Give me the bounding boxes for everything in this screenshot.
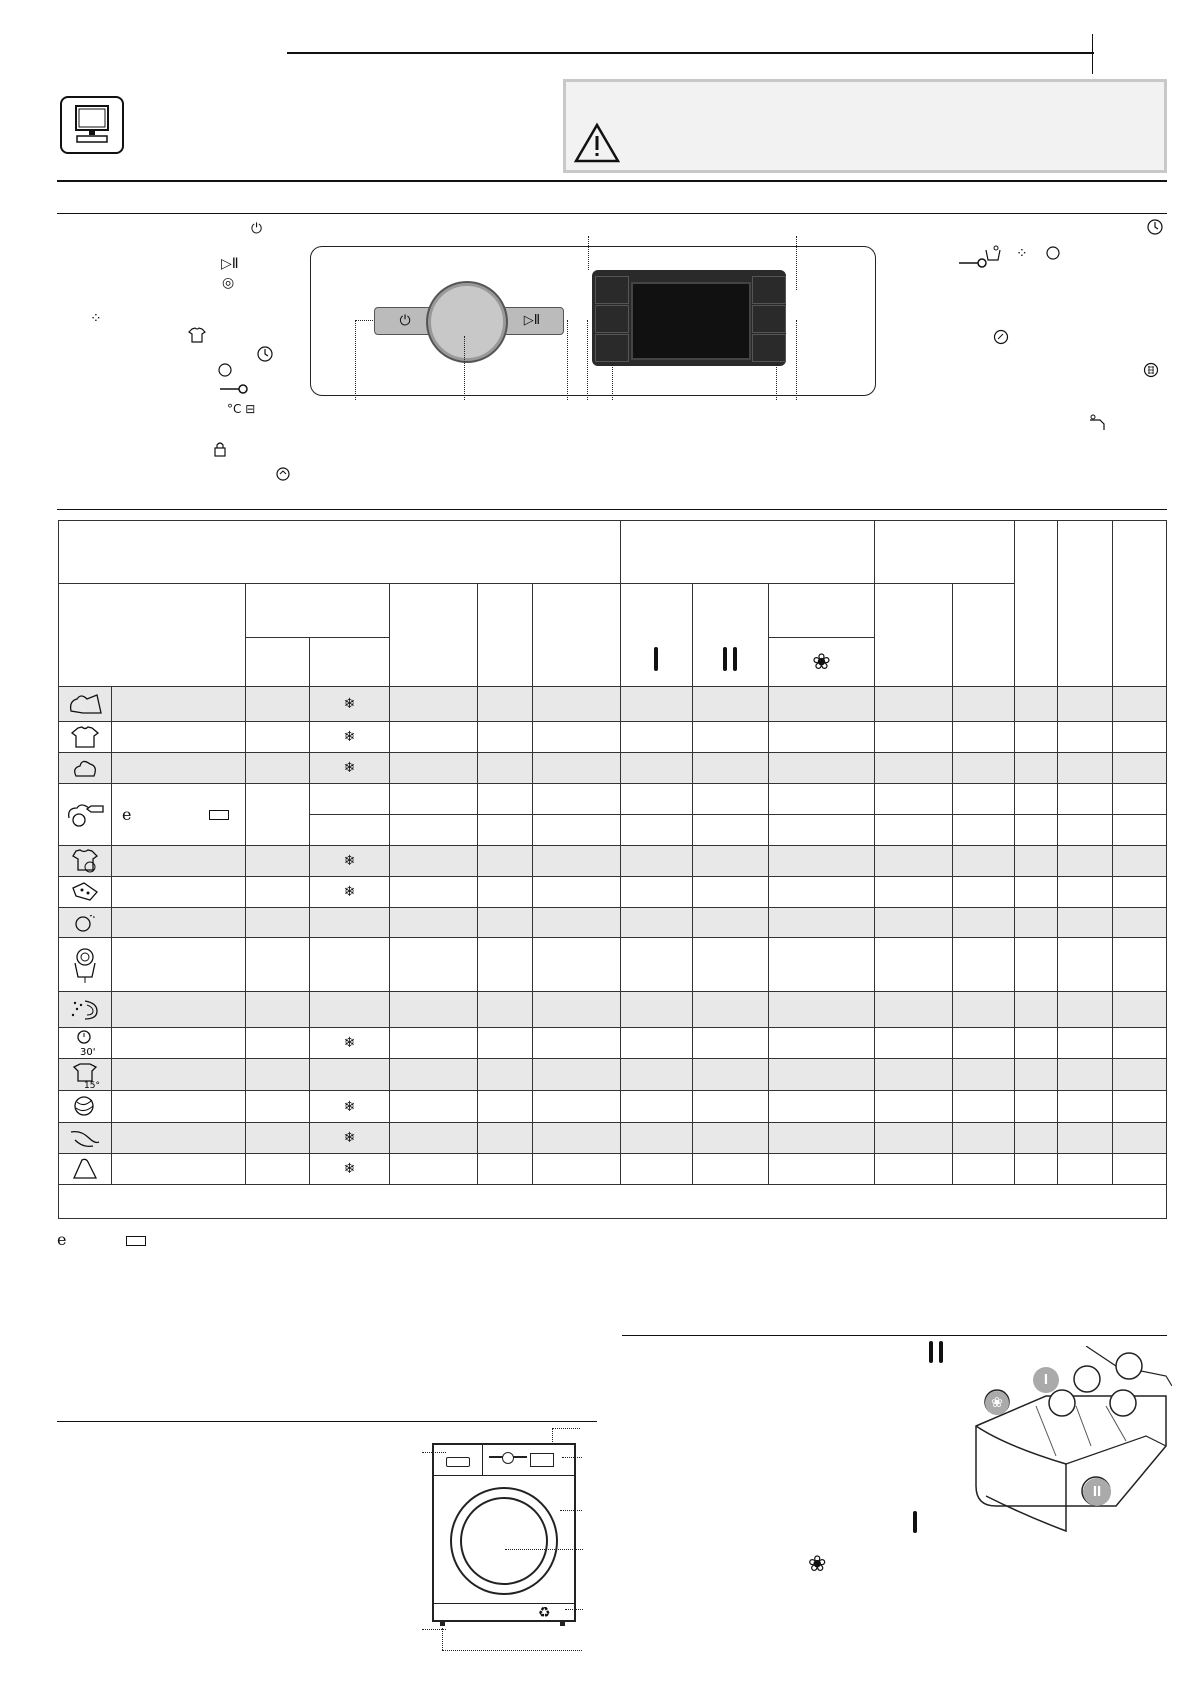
table-row: [59, 784, 1167, 815]
warning-triangle-icon: [574, 122, 620, 164]
display-button-right-2[interactable]: [752, 305, 786, 333]
shirt-cycle-icon: [274, 466, 292, 482]
leader-line: [567, 320, 568, 400]
table-row: [59, 1154, 1167, 1185]
leader-line: [505, 1549, 583, 1550]
table-row: [59, 908, 1167, 938]
leader-line: [796, 320, 797, 400]
cold-icon: ❄: [310, 1154, 390, 1185]
machine-foot: [440, 1620, 445, 1626]
display-button-right-1[interactable]: [752, 276, 786, 304]
compartment-softener-icon: ❀: [769, 638, 875, 687]
section-rule-1: [57, 180, 1167, 182]
tag-icon: [126, 1236, 146, 1246]
power-icon: ⏻: [251, 221, 263, 237]
handwash-program-icon: [59, 1154, 112, 1185]
table-header-range-temp: [310, 638, 390, 687]
machine-foot: [560, 1620, 565, 1626]
leader-line: [552, 1428, 580, 1429]
eco-dial-icon: [993, 329, 1009, 345]
compartment-mainwash-icon: [722, 647, 740, 671]
table-row: [59, 1059, 1167, 1091]
shirt-stain-icon: [1045, 245, 1061, 261]
table-header-spin: [390, 584, 478, 687]
softener-icon: ❀: [808, 1552, 827, 1577]
table-row: [59, 1123, 1167, 1154]
power-button[interactable]: ⏻: [374, 307, 436, 335]
eco-label: [112, 784, 246, 846]
cold-icon: ❄: [310, 1028, 390, 1059]
delicates-program-icon: [59, 1123, 112, 1154]
table-header-temperature: [246, 584, 390, 638]
cotton-program-icon: [59, 687, 112, 722]
table-row: [59, 687, 1167, 722]
grid-icon: [1143, 362, 1159, 378]
table-row: [59, 992, 1167, 1028]
tap-water-icon: [1088, 414, 1112, 432]
table-header-load: [478, 584, 533, 687]
delay-timer-icon: [257, 346, 275, 364]
eco-cotton-program-icon: [59, 784, 112, 846]
shirt-program-icon: [59, 722, 112, 753]
warning-box: [563, 79, 1167, 173]
table-footer-row: [59, 1185, 1167, 1219]
header-rule: [287, 52, 1094, 54]
leader-line: [565, 1609, 583, 1610]
table-header-col: [1113, 521, 1167, 687]
display-button-left-2[interactable]: [595, 305, 629, 333]
machine-display: [530, 1453, 554, 1467]
washing-machine: [432, 1443, 576, 1622]
leader-line: [562, 1457, 582, 1458]
mainwash-icon: [929, 1341, 947, 1365]
table-header-detergent: [621, 521, 875, 584]
table-row: [59, 753, 1167, 784]
table-header-energy: [875, 584, 953, 687]
leader-line: [588, 236, 589, 270]
table-row: [59, 1091, 1167, 1123]
table-header-values: [875, 521, 1015, 584]
header-rule-tick: [1092, 34, 1093, 74]
synthetics-program-icon: [59, 877, 112, 908]
lock-icon: [213, 441, 227, 457]
cold-icon: ❄: [310, 1091, 390, 1123]
monitor-icon: [60, 96, 124, 154]
dispenser-prewash-badge: I: [1033, 1367, 1059, 1393]
steam-icon: ⁘: [90, 311, 102, 327]
leader-line: [552, 1428, 553, 1444]
detergent-dispenser-drawing: [966, 1346, 1172, 1536]
section-rule-5: [57, 1421, 597, 1422]
leader-line: [776, 364, 777, 400]
shirt-refresh-icon: [216, 362, 234, 378]
dispenser-softener-badge: ❀: [985, 1391, 1009, 1415]
table-row: [59, 1028, 1167, 1059]
cold-icon: ❄: [310, 1123, 390, 1154]
tag-icon: [209, 810, 229, 820]
wool-program-icon: [59, 1091, 112, 1123]
display-screen: [631, 282, 751, 360]
leader-line: [587, 320, 588, 400]
mixed15-program-icon: [59, 1059, 112, 1091]
table-row: [59, 877, 1167, 908]
compartment-prewash-icon: [654, 647, 658, 671]
leader-line: [796, 236, 797, 290]
svg-text:15°: 15°: [84, 1080, 100, 1089]
table-header-softener: [769, 584, 875, 638]
display-button-left-3[interactable]: [595, 334, 629, 362]
table-header-water: [953, 584, 1015, 687]
table-header-duration: [533, 584, 621, 687]
leader-line: [560, 1510, 582, 1511]
svg-text:30': 30': [80, 1047, 96, 1057]
key-lock-icon: [219, 383, 249, 395]
spin-icon: ◎: [222, 275, 235, 291]
display-button-left-1[interactable]: [595, 276, 629, 304]
table-header-prewash: [621, 584, 693, 687]
table-row: [59, 722, 1167, 753]
steam-refresh-program-icon: [59, 992, 112, 1028]
table-header-col: [1015, 521, 1058, 687]
start-pause-icon: ▷Ⅱ: [221, 256, 239, 272]
detergent-drawer: [446, 1457, 470, 1467]
table-header-mainwash: [693, 584, 769, 687]
recycle-icon: ♻: [538, 1605, 551, 1621]
cold-icon: ❄: [310, 687, 390, 722]
cold-icon: ❄: [310, 846, 390, 877]
table-header-default-temp: [246, 638, 310, 687]
table-header-col: [1058, 521, 1113, 687]
section-rule-3: [57, 509, 1167, 510]
rinse-softener-program-icon: [59, 908, 112, 938]
table-header-programme: [59, 584, 246, 687]
section-rule-2: [57, 213, 1167, 214]
leader-line: [442, 1628, 443, 1650]
table-row: [59, 846, 1167, 877]
delay-timer-icon: [1147, 219, 1165, 237]
leader-line: [612, 364, 613, 400]
shirt-stain-icon: [188, 327, 206, 343]
steam-icon: ⁘: [1016, 246, 1028, 262]
footnote-eco-mark: e: [57, 1230, 67, 1249]
cold-icon: ❄: [310, 877, 390, 908]
programme-table: [58, 520, 1167, 1219]
leader-line: [355, 320, 373, 321]
leader-line: [442, 1650, 582, 1651]
wash-tub-icon: [984, 244, 1002, 262]
leader-line: [422, 1452, 446, 1453]
temperature-rinse-icon: °C ⊟: [227, 402, 256, 416]
section-rule-4: [622, 1335, 1167, 1336]
spin-drain-program-icon: [59, 938, 112, 992]
display-button-right-3[interactable]: [752, 334, 786, 362]
cold-icon: ❄: [310, 722, 390, 753]
leader-line: [464, 336, 465, 400]
dispenser-mainwash-badge: II: [1083, 1478, 1111, 1506]
eco-e-mark: e: [122, 805, 132, 824]
quick30-program-icon: [59, 1028, 112, 1059]
cold-icon: ❄: [310, 753, 390, 784]
leader-line: [355, 320, 356, 400]
prewash-icon: [913, 1511, 917, 1533]
mixed-program-icon: [59, 753, 112, 784]
program-dial[interactable]: [428, 283, 506, 361]
table-header-programmes: [59, 521, 621, 584]
start-pause-button[interactable]: ▷Ⅱ: [500, 307, 564, 335]
table-row: [59, 938, 1167, 992]
stain-program-icon: [59, 846, 112, 877]
